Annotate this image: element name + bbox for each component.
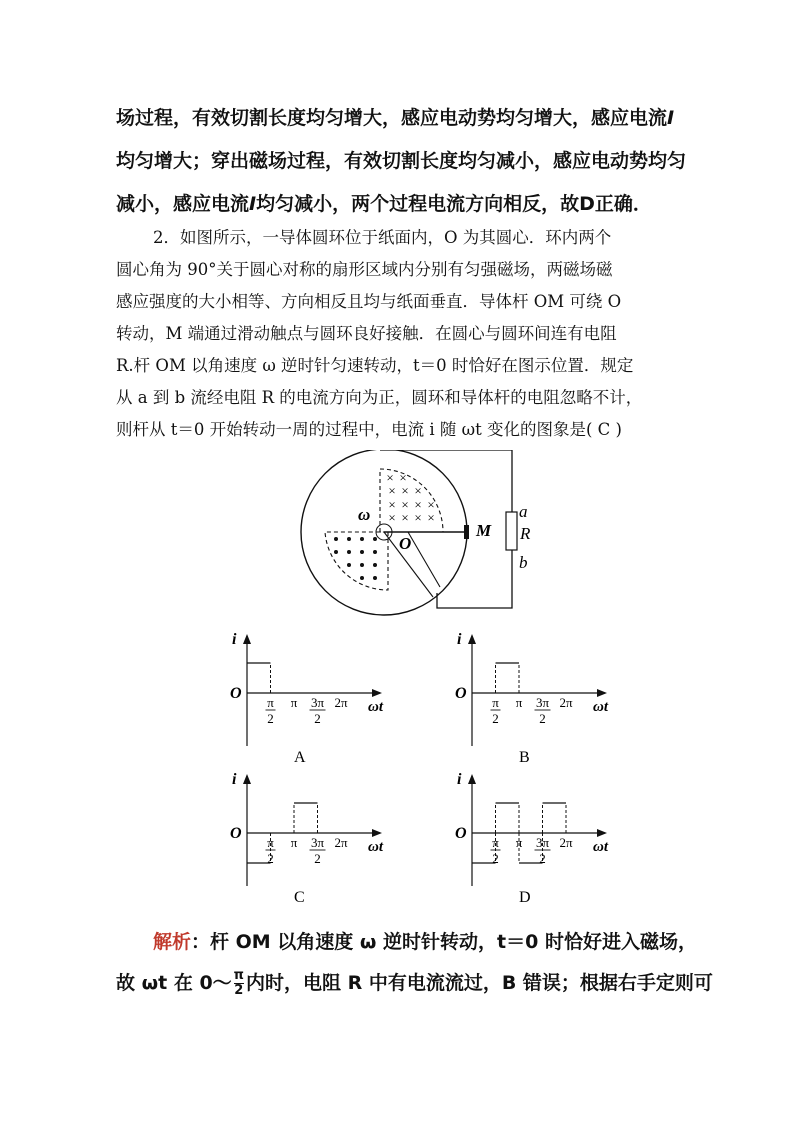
question-line-3: 感应强度的大小相等、方向相反且均与纸面垂直．导体杆 OM 可绕 O (116, 292, 622, 311)
tick-3pi-over-2-den: 2 (539, 851, 546, 866)
solution-line-1: 解析：杆 OM 以角速度 ω 逆时针转动，t＝0 时恰好进入磁场， (153, 931, 697, 953)
dot-mark (360, 576, 364, 580)
dot-mark (373, 550, 377, 554)
origin-label: O (455, 685, 467, 702)
label-a: a (519, 502, 528, 521)
x-axis-label: ωt (368, 699, 384, 715)
y-axis-arrow (243, 774, 251, 784)
tick-pi-over-2-num: π (267, 835, 274, 850)
tick-3pi-over-2-num: 3π (535, 835, 550, 850)
label-b: b (519, 553, 528, 572)
intro-line-1: 场过程，有效切割长度均匀增大，感应电动势均匀增大，感应电流I (116, 107, 675, 129)
cross-mark: × (414, 497, 422, 512)
tick-pi-over-2-den: 2 (267, 851, 274, 866)
cross-mark: × (414, 483, 422, 498)
x-axis-label: ωt (593, 839, 609, 855)
cross-mark: × (399, 470, 407, 485)
cross-field-marks (386, 470, 434, 525)
cross-mark: × (427, 510, 435, 525)
tick-pi-over-2-num: π (267, 695, 274, 710)
dot-mark (334, 550, 338, 554)
option-label: A (294, 749, 306, 766)
sliding-contact (464, 525, 469, 539)
dot-mark (373, 563, 377, 567)
tick-pi-over-2-den: 2 (267, 711, 274, 726)
tick-3pi-over-2-den: 2 (539, 711, 546, 726)
tick-2pi: 2π (334, 835, 348, 850)
cross-mark: × (414, 510, 422, 525)
tick-pi-over-2-den: 2 (492, 711, 499, 726)
y-axis-label: i (457, 771, 462, 788)
fraction-pi-over-2: $\frac{\pi}{2}$ (233, 968, 244, 998)
label-O: O (399, 534, 412, 553)
tick-pi-over-2-num: π (492, 695, 499, 710)
label-M: M (476, 521, 492, 540)
tick-2pi: 2π (559, 695, 573, 710)
graph-option-d (447, 766, 627, 911)
intro-line-3: 减小，感应电流I均匀减小，两个过程电流方向相反，故D正确． (116, 193, 652, 215)
tick-3pi-over-2-den: 2 (314, 851, 321, 866)
dot-field-marks (334, 537, 377, 580)
dot-mark (373, 576, 377, 580)
y-axis-arrow (243, 634, 251, 644)
x-axis-arrow (372, 689, 382, 697)
tick-3pi-over-2-num: 3π (310, 695, 325, 710)
origin-label: O (455, 825, 467, 842)
tick-3pi-over-2-num: 3π (310, 835, 325, 850)
dot-mark (334, 537, 338, 541)
resistor-R (506, 512, 517, 550)
cross-mark: × (388, 497, 396, 512)
tick-3pi-over-2-num: 3π (535, 695, 550, 710)
label-omega: ω (358, 505, 371, 524)
question-line-1: 2．如图所示，一导体圆环位于纸面内，O 为其圆心．环内两个 (153, 228, 612, 247)
question-line-6: 从 a 到 b 流经电阻 R 的电流方向为正，圆环和导体杆的电阻忽略不计， (116, 388, 643, 407)
tick-pi-over-2-num: π (492, 835, 499, 850)
option-label: C (294, 889, 305, 906)
x-axis-arrow (597, 689, 607, 697)
graph-option-b (447, 626, 627, 771)
cross-mark: × (386, 470, 394, 485)
solution-label: 解析 (153, 931, 192, 953)
wire (437, 550, 512, 608)
option-label: B (519, 749, 530, 766)
graph-option-a (222, 626, 402, 771)
cross-mark: × (388, 483, 396, 498)
x-axis-label: ωt (593, 699, 609, 715)
dot-mark (360, 563, 364, 567)
tick-3pi-over-2-den: 2 (314, 711, 321, 726)
y-axis-label: i (232, 631, 237, 648)
x-axis-arrow (597, 829, 607, 837)
dot-mark (360, 537, 364, 541)
dot-mark (373, 537, 377, 541)
x-axis-label: ωt (368, 839, 384, 855)
tick-pi: π (515, 835, 523, 850)
dot-mark (360, 550, 364, 554)
tick-pi: π (515, 695, 523, 710)
magnetic-sector-lower (325, 532, 388, 590)
cross-mark: × (401, 483, 409, 498)
y-axis-label: i (457, 631, 462, 648)
y-axis-arrow (468, 634, 476, 644)
question-line-5: R.杆 OM 以角速度 ω 逆时针匀速转动，t＝0 时恰好在图示位置．规定 (116, 356, 634, 375)
intro-line-2: 均匀增大；穿出磁场过程，有效切割长度均匀减小，感应电动势均匀 (116, 150, 687, 172)
cross-mark: × (427, 497, 435, 512)
solution-line-2: 故 ωt 在 0～ $\frac{\pi}{2}$ 内时，电阻 R 中有电流流过，B 错误；根据右手定则可 (116, 968, 713, 998)
tick-2pi: 2π (559, 835, 573, 850)
tick-2pi: 2π (334, 695, 348, 710)
graph-option-c (222, 766, 402, 911)
option-label: D (519, 889, 531, 906)
origin-label: O (230, 825, 242, 842)
dot-mark (347, 563, 351, 567)
tick-pi-over-2-den: 2 (492, 851, 499, 866)
tick-pi: π (290, 695, 298, 710)
dot-mark (347, 537, 351, 541)
question-line-7: 则杆从 t＝0 开始转动一周的过程中，电流 i 随 ωt 变化的图象是( C ) (116, 420, 622, 439)
question-line-4: 转动，M 端通过滑动触点与圆环良好接触．在圆心与圆环间连有电阻 (116, 324, 617, 343)
cross-mark: × (388, 510, 396, 525)
label-R: R (520, 524, 531, 543)
y-axis-arrow (468, 774, 476, 784)
cross-mark: × (401, 510, 409, 525)
circuit-figure (290, 450, 550, 625)
tick-pi: π (290, 835, 298, 850)
origin-label: O (230, 685, 242, 702)
dot-mark (347, 550, 351, 554)
question-line-2: 圆心角为 90°关于圆心对称的扇形区域内分别有匀强磁场，两磁场磁 (116, 260, 613, 279)
y-axis-label: i (232, 771, 237, 788)
cross-mark: × (401, 497, 409, 512)
x-axis-arrow (372, 829, 382, 837)
